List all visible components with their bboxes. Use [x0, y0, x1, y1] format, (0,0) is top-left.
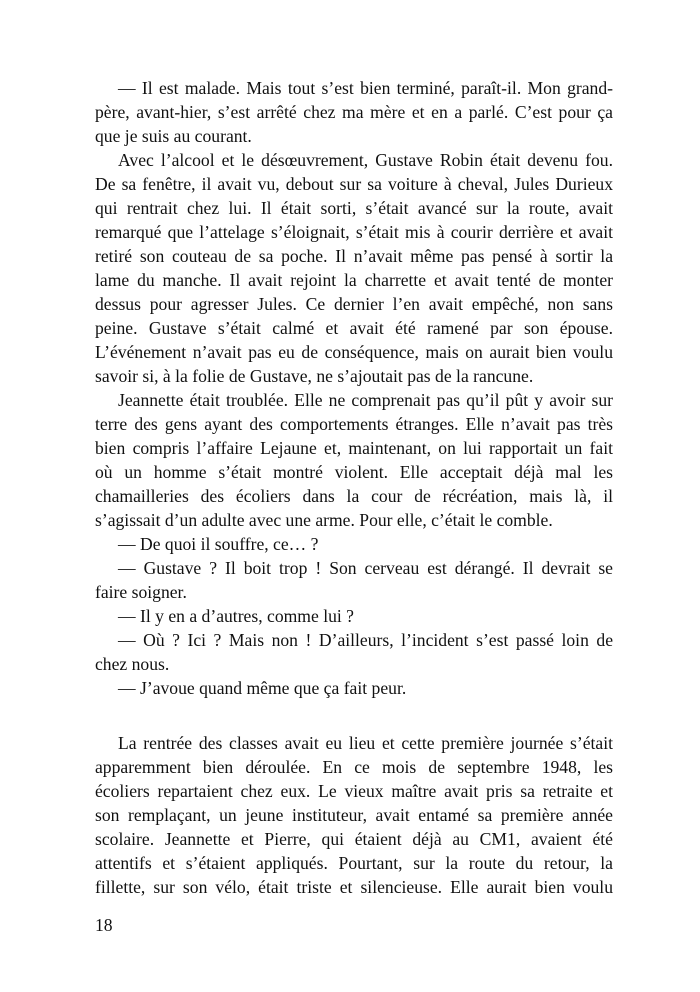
text-line: son remplaçant, un jeune instituteur, avait entamé sa première année — [95, 805, 613, 825]
text-line: apparemment bien déroulée. En ce mois de septembre 1948, les — [95, 757, 613, 777]
dialogue-line: — Où ? Ici ? Mais non ! D’ailleurs, l’incident s’est passé loin de — [118, 630, 613, 650]
text-line: peine. Gustave s’était calmé et avait été ramené par son épouse. — [95, 318, 613, 338]
page-number: 18 — [95, 915, 113, 935]
text-line: scolaire. Jeannette et Pierre, qui étaient déjà au CM1, avaient été — [95, 829, 613, 849]
text-line: lame du manche. Il avait rejoint la charrette et avait tenté de monter — [95, 270, 613, 290]
text-line: fillette, sur son vélo, était triste et silencieuse. Elle aurait bien voulu — [95, 877, 613, 897]
text-line: père, avant-hier, s’est arrêté chez ma mère et en a parlé. C’est pour ça — [95, 102, 613, 122]
text-line: attentifs et s’étaient appliqués. Pourtant, sur la route du retour, la — [95, 853, 613, 873]
page-body — [95, 76, 613, 899]
text-line: où un homme s’était montré violent. Elle acceptait déjà mal les — [95, 462, 613, 482]
text-line: L’événement n’avait pas eu de conséquence, mais on aurait bien voulu — [95, 342, 613, 362]
text-line: chamailleries des écoliers dans la cour de récréation, mais là, il — [95, 486, 613, 506]
text-line: que je suis au courant. — [95, 126, 252, 146]
text-line: savoir si, à la folie de Gustave, ne s’ajoutait pas de la rancune. — [95, 366, 534, 386]
text-line: — Il est malade. Mais tout s’est bien terminé, paraît-il. Mon grand- — [118, 78, 613, 98]
text-line: qui rentrait chez lui. Il était sorti, s’était avancé sur la route, avait — [95, 198, 613, 218]
dialogue-line: — Il y en a d’autres, comme lui ? — [118, 606, 354, 626]
text-line: écoliers repartaient chez eux. Le vieux maître avait pris sa retraite et — [95, 781, 613, 801]
text-line: chez nous. — [95, 654, 170, 674]
text-line: De sa fenêtre, il avait vu, debout sur sa voiture à cheval, Jules Durieux — [95, 174, 613, 194]
text-line: remarqué que l’attelage s’éloignait, s’était mis à courir derrière et avait — [95, 222, 613, 242]
text-line: Avec l’alcool et le désœuvrement, Gustave Robin était devenu fou. — [118, 150, 613, 170]
dialogue-line: — Gustave ? Il boit trop ! Son cerveau est dérangé. Il devrait se — [118, 558, 613, 578]
dialogue-line: — J’avoue quand même que ça fait peur. — [118, 678, 407, 698]
text-line: La rentrée des classes avait eu lieu et cette première journée s’était — [118, 733, 613, 753]
dialogue-line: — De quoi il souffre, ce… ? — [118, 534, 319, 554]
text-line: Jeannette était troublée. Elle ne comprenait pas qu’il pût y avoir sur — [118, 390, 613, 410]
text-line: bien compris l’affaire Lejaune et, maintenant, on lui rapportait un fait — [95, 438, 613, 458]
text-line: terre des gens ayant des comportements étranges. Elle n’avait pas très — [95, 414, 613, 434]
text-line: faire soigner. — [95, 582, 187, 602]
text-line: retiré son couteau de sa poche. Il n’avait même pas pensé à sortir la — [95, 246, 613, 266]
section-break — [95, 700, 613, 731]
text-line: s’agissait d’un adulte avec une arme. Pour elle, c’était le comble. — [95, 510, 553, 530]
text-line: dessus pour agresser Jules. Ce dernier l’en avait empêché, non sans — [95, 294, 613, 314]
